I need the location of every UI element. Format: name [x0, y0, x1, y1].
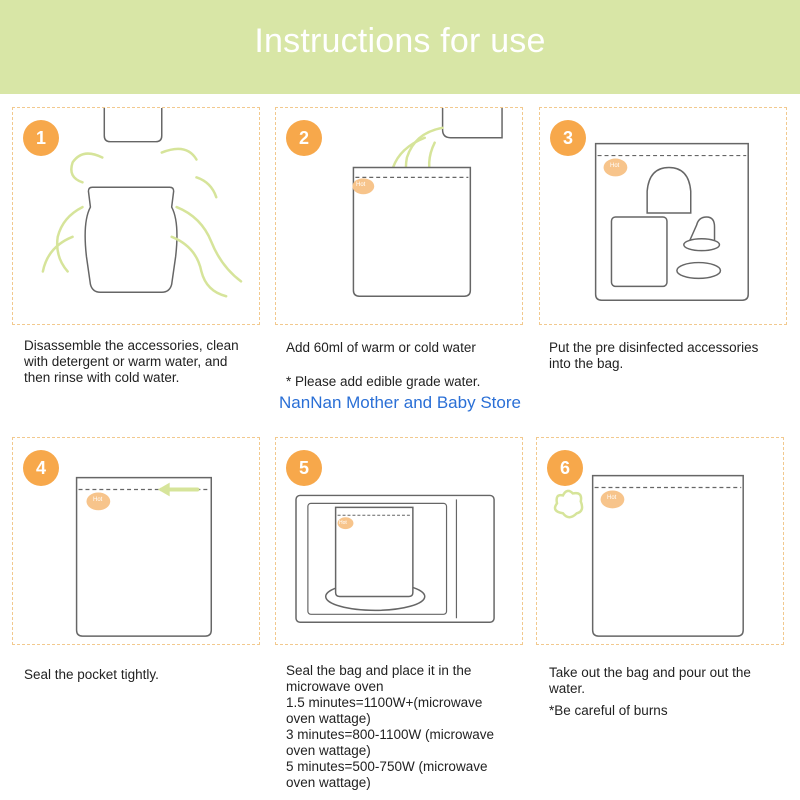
store-watermark: NanNan Mother and Baby Store: [279, 393, 521, 412]
step-5-panel: [275, 437, 523, 645]
step-3-hot-label: Hot: [610, 163, 620, 169]
step-1-caption: Disassemble the accessories, clean with detergent or warm water, and then rinse with cold water.: [24, 338, 239, 385]
step-4-caption: Seal the pocket tightly.: [24, 667, 159, 682]
step-5-badge: 5: [286, 450, 322, 486]
step-5-hot-label: Hot: [339, 520, 347, 526]
step-1-badge: 1: [23, 120, 59, 156]
step-4-badge: 4: [23, 450, 59, 486]
step-2-badge: 2: [286, 120, 322, 156]
header-banner: [0, 0, 800, 94]
step-3-caption: Put the pre disinfected accessories into the bag.: [549, 340, 759, 371]
step-6-panel: [536, 437, 784, 645]
step-6-caption: Take out the bag and pour out the water.: [549, 665, 751, 696]
step-6-hot-label: Hot: [607, 495, 617, 501]
step-1-panel: [12, 107, 260, 325]
step-5-caption: Seal the bag and place it in the microwave oven 1.5 minutes=1100W+(microwave oven wattage) 3 minutes=800-1100W (microwave oven wattage) 5 minutes=500-750W (microwave oven wattage): [286, 663, 494, 790]
step-6-badge: 6: [547, 450, 583, 486]
step-2-hot-label: Hot: [356, 182, 366, 188]
step-4-hot-label: Hot: [93, 497, 103, 503]
step-6-note: *Be careful of burns: [549, 703, 668, 718]
step-3-panel: [539, 107, 787, 325]
step-2-caption: Add 60ml of warm or cold water: [286, 340, 476, 355]
step-2-note: * Please add edible grade water.: [286, 374, 481, 389]
step-4-panel: [12, 437, 260, 645]
step-3-badge: 3: [550, 120, 586, 156]
page-title: Instructions for use: [254, 22, 546, 60]
step-2-panel: [275, 107, 523, 325]
